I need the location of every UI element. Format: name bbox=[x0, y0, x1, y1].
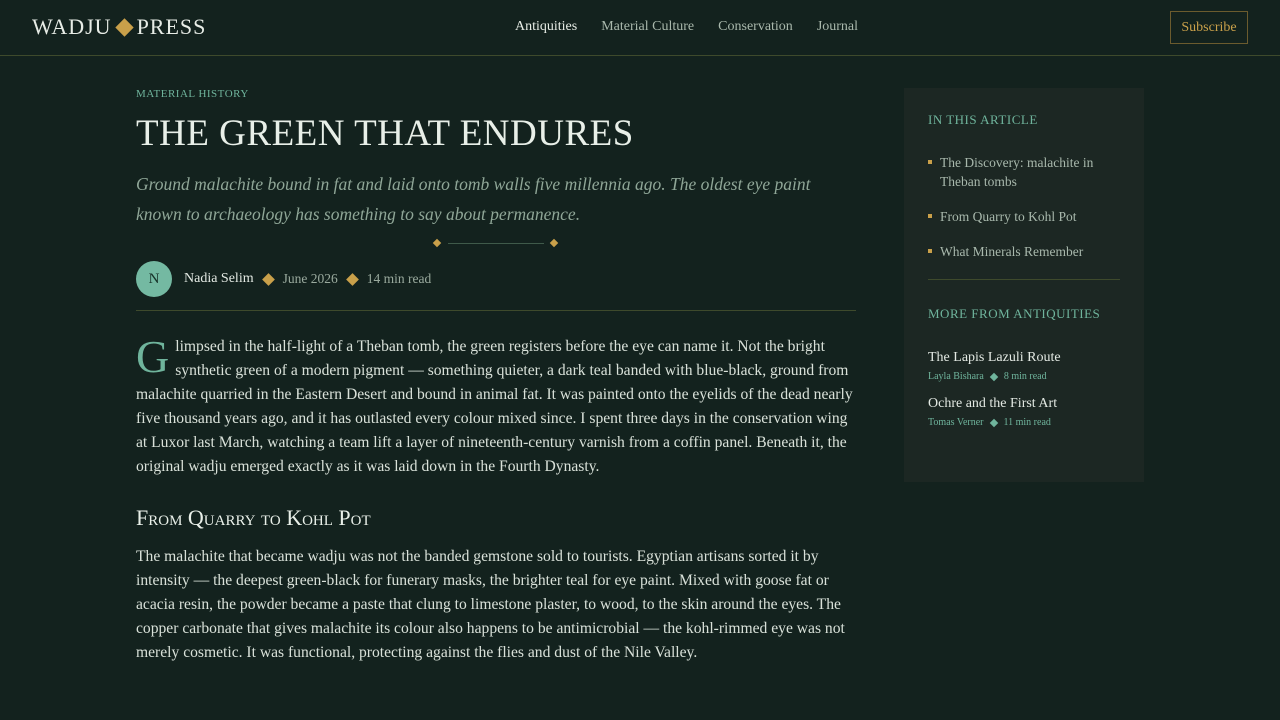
section-heading: From Quarry to Kohl Pot bbox=[136, 505, 371, 530]
subscribe-button[interactable]: Subscribe bbox=[1170, 11, 1248, 44]
site-logo[interactable] bbox=[32, 14, 206, 40]
nav-antiquities[interactable]: Antiquities bbox=[515, 19, 578, 34]
sidebar-divider bbox=[928, 279, 1120, 280]
toc-item[interactable] bbox=[928, 153, 1120, 191]
nav-journal[interactable]: Journal bbox=[816, 19, 859, 34]
article-kicker[interactable]: MATERIAL HISTORY bbox=[136, 88, 249, 100]
related-article-read-time: 8 min read bbox=[1003, 371, 1047, 382]
logo-text-right: PRESS bbox=[136, 14, 207, 39]
drop-cap: G bbox=[136, 331, 170, 382]
toc-heading: IN THIS ARTICLE bbox=[928, 112, 1038, 127]
separator-diamond-icon bbox=[990, 372, 998, 380]
toc-item-label: The Discovery: malachite in Theban tombs bbox=[940, 155, 1094, 189]
more-heading: MORE FROM ANTIQUITIES bbox=[928, 306, 1101, 321]
related-article-title[interactable]: The Lapis Lazuli Route bbox=[928, 350, 1061, 365]
table-of-contents bbox=[928, 153, 1120, 261]
related-article[interactable] bbox=[928, 350, 1120, 382]
separator-diamond-icon bbox=[262, 273, 275, 286]
site-header bbox=[0, 0, 1280, 56]
toc-item-label: What Minerals Remember bbox=[940, 244, 1084, 259]
article bbox=[136, 88, 856, 665]
ornament-divider bbox=[136, 237, 856, 251]
author-name[interactable]: Nadia Selim bbox=[184, 271, 254, 286]
byline bbox=[136, 261, 856, 297]
separator-diamond-icon bbox=[989, 418, 997, 426]
ornament-diamond-icon bbox=[550, 239, 558, 247]
logo-diamond-icon bbox=[115, 18, 133, 36]
related-article-meta bbox=[928, 417, 1120, 428]
related-article[interactable] bbox=[928, 396, 1120, 428]
related-article-author: Layla Bishara bbox=[928, 371, 984, 382]
article-paragraph: The malachite that became wadju was not the banded gemstone sold to tourists. Egyptian artisans sorted it by intensity — the deepest green-black for funerary masks, the brighter teal for eye paint. Mixed with goose fat or acacia resin, the powder became a paste that clung to limestone plaster, to wood, to the skin around the eyes. The copper carbonate that gives malachite its colour also happens to be antimicrobial — the kohl-rimmed eye was not merely cosmetic. It was functional, protecting against the flies and dust of the Nile Valley. bbox=[136, 548, 845, 661]
toc-item-label: From Quarry to Kohl Pot bbox=[940, 209, 1077, 224]
ornament-diamond-icon bbox=[433, 239, 441, 247]
byline-divider bbox=[136, 310, 856, 311]
publish-date: June 2026 bbox=[282, 271, 338, 286]
bullet-icon bbox=[928, 214, 932, 218]
toc-item[interactable] bbox=[928, 242, 1120, 261]
sidebar bbox=[904, 88, 1144, 482]
article-paragraph bbox=[136, 331, 856, 479]
related-article-read-time: 11 min read bbox=[1003, 417, 1051, 428]
toc-item[interactable] bbox=[928, 207, 1120, 226]
read-time: 14 min read bbox=[366, 271, 432, 286]
bullet-icon bbox=[928, 160, 932, 164]
related-article-title[interactable]: Ochre and the First Art bbox=[928, 396, 1058, 411]
separator-diamond-icon bbox=[346, 273, 359, 286]
article-dek: Ground malachite bound in fat and laid onto tomb walls five millennia ago. The oldest eye paint known to archaeology has something to say about permanence. bbox=[136, 174, 811, 224]
nav-material-culture[interactable]: Material Culture bbox=[601, 19, 695, 34]
bullet-icon bbox=[928, 249, 932, 253]
main-nav bbox=[515, 19, 858, 35]
ornament-line bbox=[448, 243, 544, 244]
article-title: THE GREEN THAT ENDURES bbox=[136, 113, 634, 154]
author-avatar[interactable]: N bbox=[136, 261, 172, 297]
logo-text-left: WADJU bbox=[32, 14, 112, 39]
related-article-meta bbox=[928, 371, 1120, 382]
nav-conservation[interactable]: Conservation bbox=[718, 19, 793, 34]
related-article-author: Tomas Verner bbox=[928, 417, 984, 428]
paragraph-text: limpsed in the half-light of a Theban tomb, the green registers before the eye can name it. Not the bright synthetic green of a modern pigment — something quieter, a dark teal banded with blue-black, ground from malachite quarried in the Eastern Desert and bound in animal fat. It was painted onto the eyelids of the dead nearly five thousand years ago, and it has outlasted every colour mixed since. I spent three days in the conservation wing at Luxor last March, watching a team lift a layer of nineteenth-century varnish from a coffin panel. Beneath it, the original wadju emerged exactly as it was laid down in the Fourth Dynasty. bbox=[136, 338, 853, 475]
